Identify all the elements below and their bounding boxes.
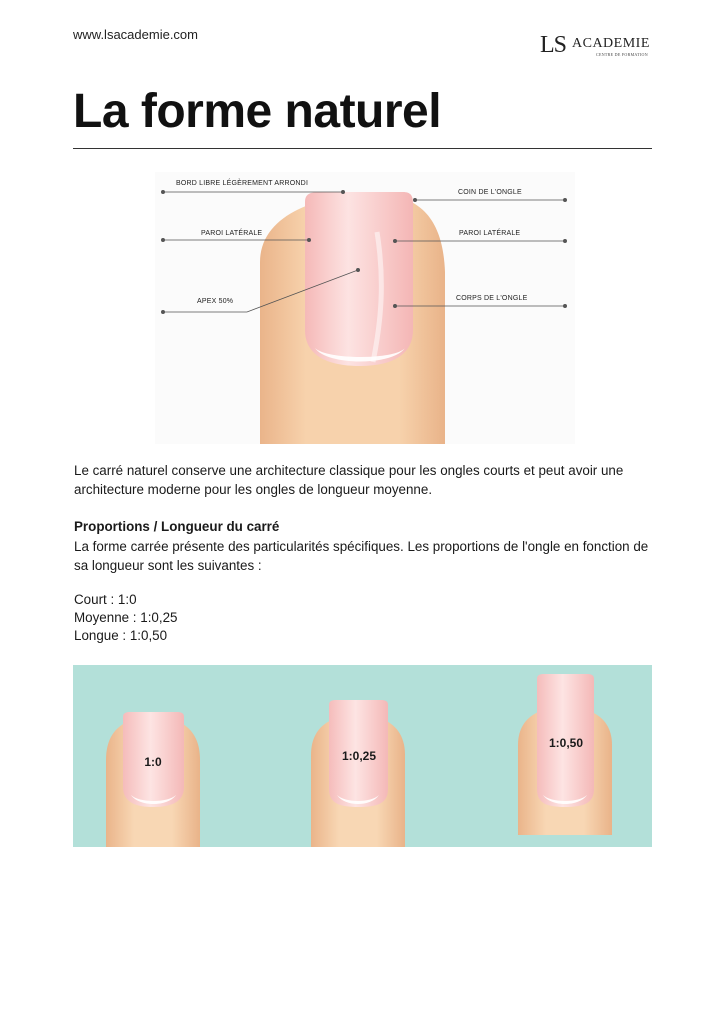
website-url[interactable]: www.lsacademie.com <box>73 27 198 42</box>
logo-subtitle: CENTRE DE FORMATION <box>596 52 648 57</box>
title-divider <box>73 148 652 149</box>
label-paroi-laterale-right: PAROI LATÉRALE <box>459 230 521 237</box>
section-paragraph: La forme carrée présente des particularités spécifiques. Les proportions de l'ongle en fonction de sa longueur sont les suivantes : <box>74 539 649 573</box>
intro-paragraph: Le carré naturel conserve une architecture classique pour les ongles courts et peut avoir une architecture moderne pour les ongles de longueur moyenne. <box>74 463 624 497</box>
ratio-label-long: 1:0,50 <box>548 736 584 750</box>
ratio-label-short: 1:0 <box>144 755 162 769</box>
list-item: Longue : 1:0,50 <box>74 628 168 643</box>
label-paroi-laterale-left: PAROI LATÉRALE <box>201 230 263 237</box>
logo-mark: LS <box>540 32 567 58</box>
page-title: La forme naturel <box>73 85 442 138</box>
ratio-label-medium: 1:0,25 <box>341 749 377 763</box>
finger-short <box>106 712 200 847</box>
ratio-list <box>74 591 177 645</box>
label-bord-libre: BORD LIBRE LÉGÈREMENT ARRONDI <box>176 180 309 187</box>
ls-academie-logo <box>540 32 650 62</box>
logo-wordmark: ACADEMIE <box>572 36 650 51</box>
nail <box>305 192 413 366</box>
section-heading: Proportions / Longueur du carré <box>74 519 280 534</box>
nail-anatomy-diagram <box>155 172 575 444</box>
label-coin: COIN DE L'ONGLE <box>458 189 522 196</box>
label-apex: APEX 50% <box>197 298 234 305</box>
list-item: Moyenne : 1:0,25 <box>74 610 178 625</box>
finger-long <box>518 674 612 835</box>
finger-medium <box>311 700 405 847</box>
label-corps: CORPS DE L'ONGLE <box>456 295 528 302</box>
list-item: Court : 1:0 <box>74 592 137 607</box>
nail-length-illustration <box>73 665 652 847</box>
nail-length-svg <box>73 665 652 847</box>
